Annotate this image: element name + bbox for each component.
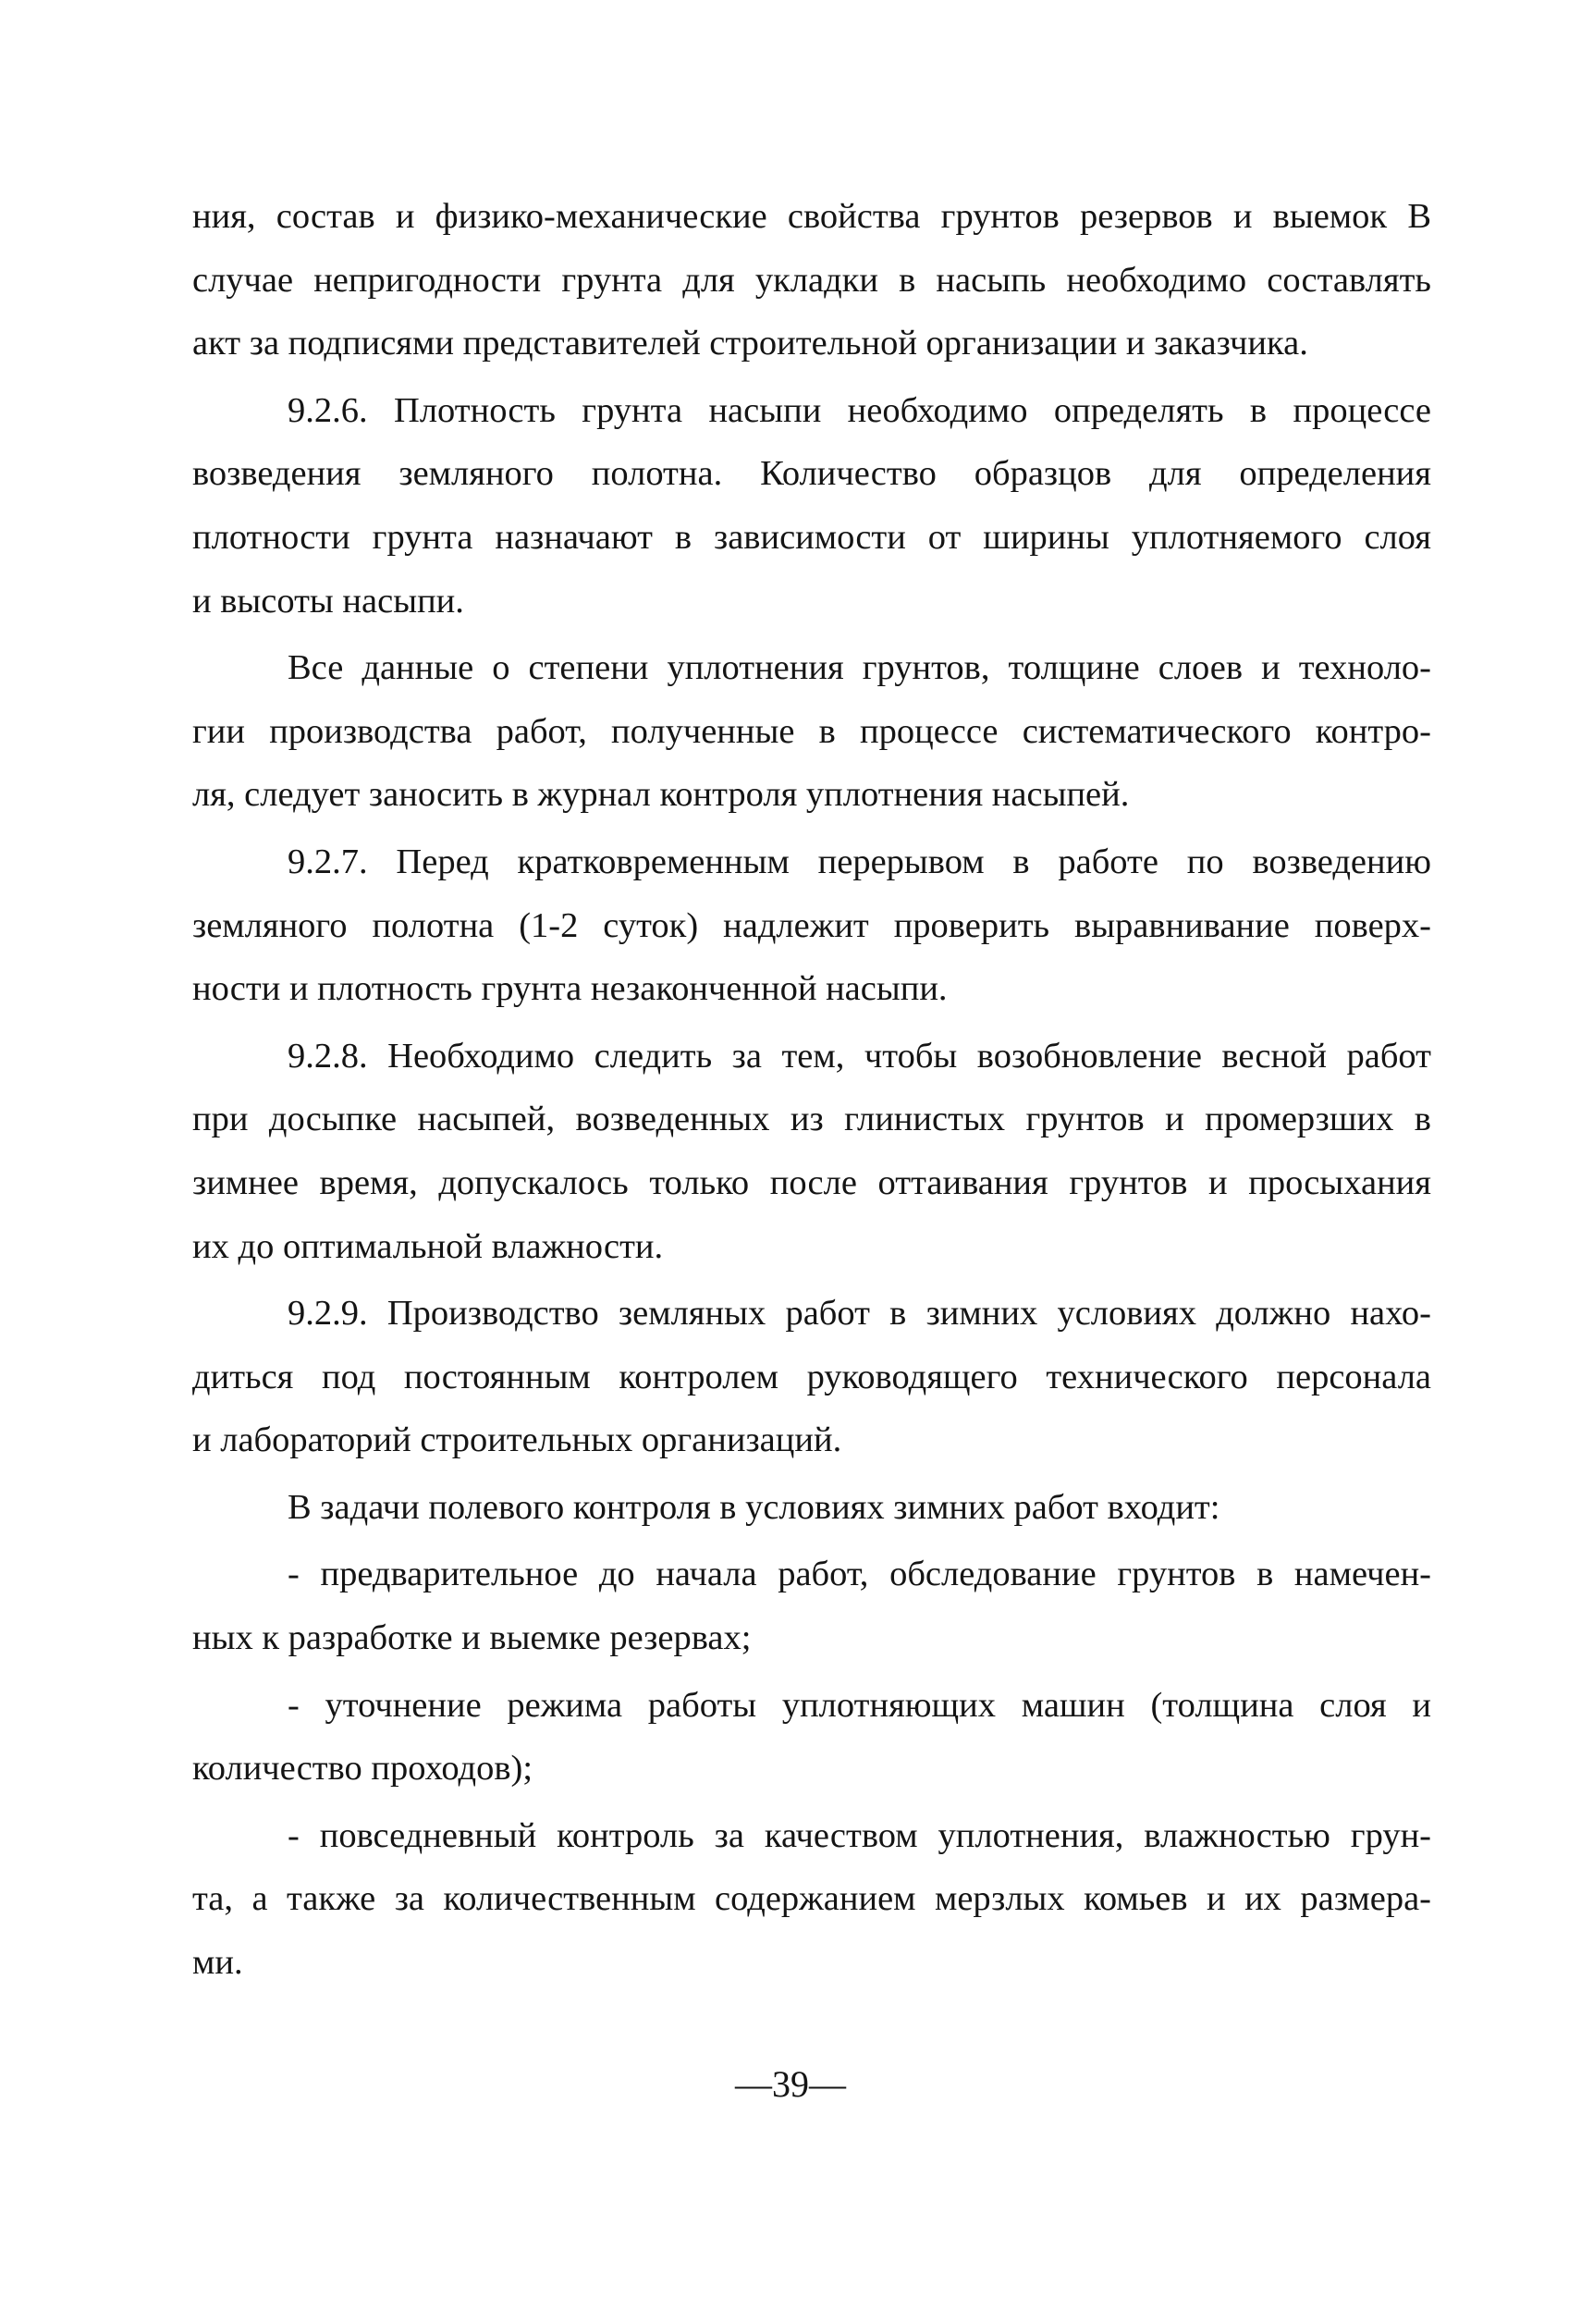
text-line: 9.2.6. Плотность грунта насыпи необходимо определять в процессе — [288, 390, 1431, 430]
paragraph-9-2-8 — [192, 1025, 1431, 1278]
text-line: случае непригодности грунта для укладки в насыпь необходимо составлять — [192, 260, 1431, 300]
text-line: ных к разработке и выемке резервах; — [192, 1618, 752, 1658]
text-line: Все данные о степени уплотнения грунтов, толщине слоев и техноло- — [288, 648, 1431, 688]
document-body — [192, 185, 1431, 1995]
text-line: та, а также за количественным содержанием мерзлых комьев и их размера- — [192, 1879, 1431, 1919]
text-line: 9.2.8. Необходимо следить за тем, чтобы возобновление весной работ — [288, 1036, 1431, 1076]
text-line: - предварительное до начала работ, обследование грунтов в намечен- — [288, 1555, 1431, 1594]
text-line: при досыпке насыпей, возведенных из глинистых грунтов и промерзших в — [192, 1100, 1431, 1139]
text-line: 9.2.9. Производство земляных работ в зимних условиях должно нахо- — [288, 1294, 1431, 1334]
text-line: - повседневный контроль за качеством уплотнения, влажностью грун- — [288, 1815, 1431, 1855]
text-line: ми. — [192, 1943, 243, 1983]
text-line: ля, следует заносить в журнал контроля уплотнения насыпей. — [192, 775, 1130, 815]
paragraph-all-data — [192, 636, 1431, 827]
text-line: - уточнение режима работы уплотняющих машин (толщина слоя и — [288, 1685, 1431, 1725]
text-line: их до оптимальной влажности. — [192, 1226, 664, 1266]
paragraph-continuation — [192, 185, 1431, 375]
paragraph-9-2-7 — [192, 830, 1431, 1021]
text-line: плотности грунта назначают в зависимости от ширины уплотняемого слоя — [192, 517, 1431, 557]
page-number: —39— — [735, 2063, 846, 2105]
paragraph-9-2-6 — [192, 379, 1431, 633]
paragraph-tasks-intro — [192, 1476, 1431, 1540]
list-item — [192, 1543, 1431, 1669]
text-line: диться под постоянным контролем руководящего технического персонала — [192, 1357, 1431, 1396]
text-line: ности и плотность грунта незаконченной насыпи. — [192, 969, 948, 1009]
text-line: земляного полотна (1-2 суток) надлежит проверить выравнивание поверх- — [192, 905, 1431, 945]
text-line: и высоты насыпи. — [192, 581, 464, 621]
text-line: количество проходов); — [192, 1749, 533, 1789]
list-item — [192, 1804, 1431, 1995]
text-line: В задачи полевого контроля в условиях зимних работ входит: — [288, 1487, 1220, 1527]
text-line: и лабораторий строительных организаций. — [192, 1420, 842, 1460]
text-line: акт за подписями представителей строительной организации и заказчика. — [192, 324, 1308, 363]
text-line: гии производства работ, полученные в процессе систематического контро- — [192, 711, 1431, 751]
text-line: 9.2.7. Перед кратковременным перерывом в работе по возведению — [288, 842, 1431, 881]
paragraph-9-2-9 — [192, 1282, 1431, 1472]
list-item — [192, 1674, 1431, 1801]
text-line: зимнее время, допускалось только после оттаивания грунтов и просыхания — [192, 1162, 1431, 1202]
text-line: ния, состав и физико-механические свойства грунтов резервов и выемок В — [192, 197, 1431, 236]
text-line: возведения земляного полотна. Количество образцов для определения — [192, 454, 1431, 494]
